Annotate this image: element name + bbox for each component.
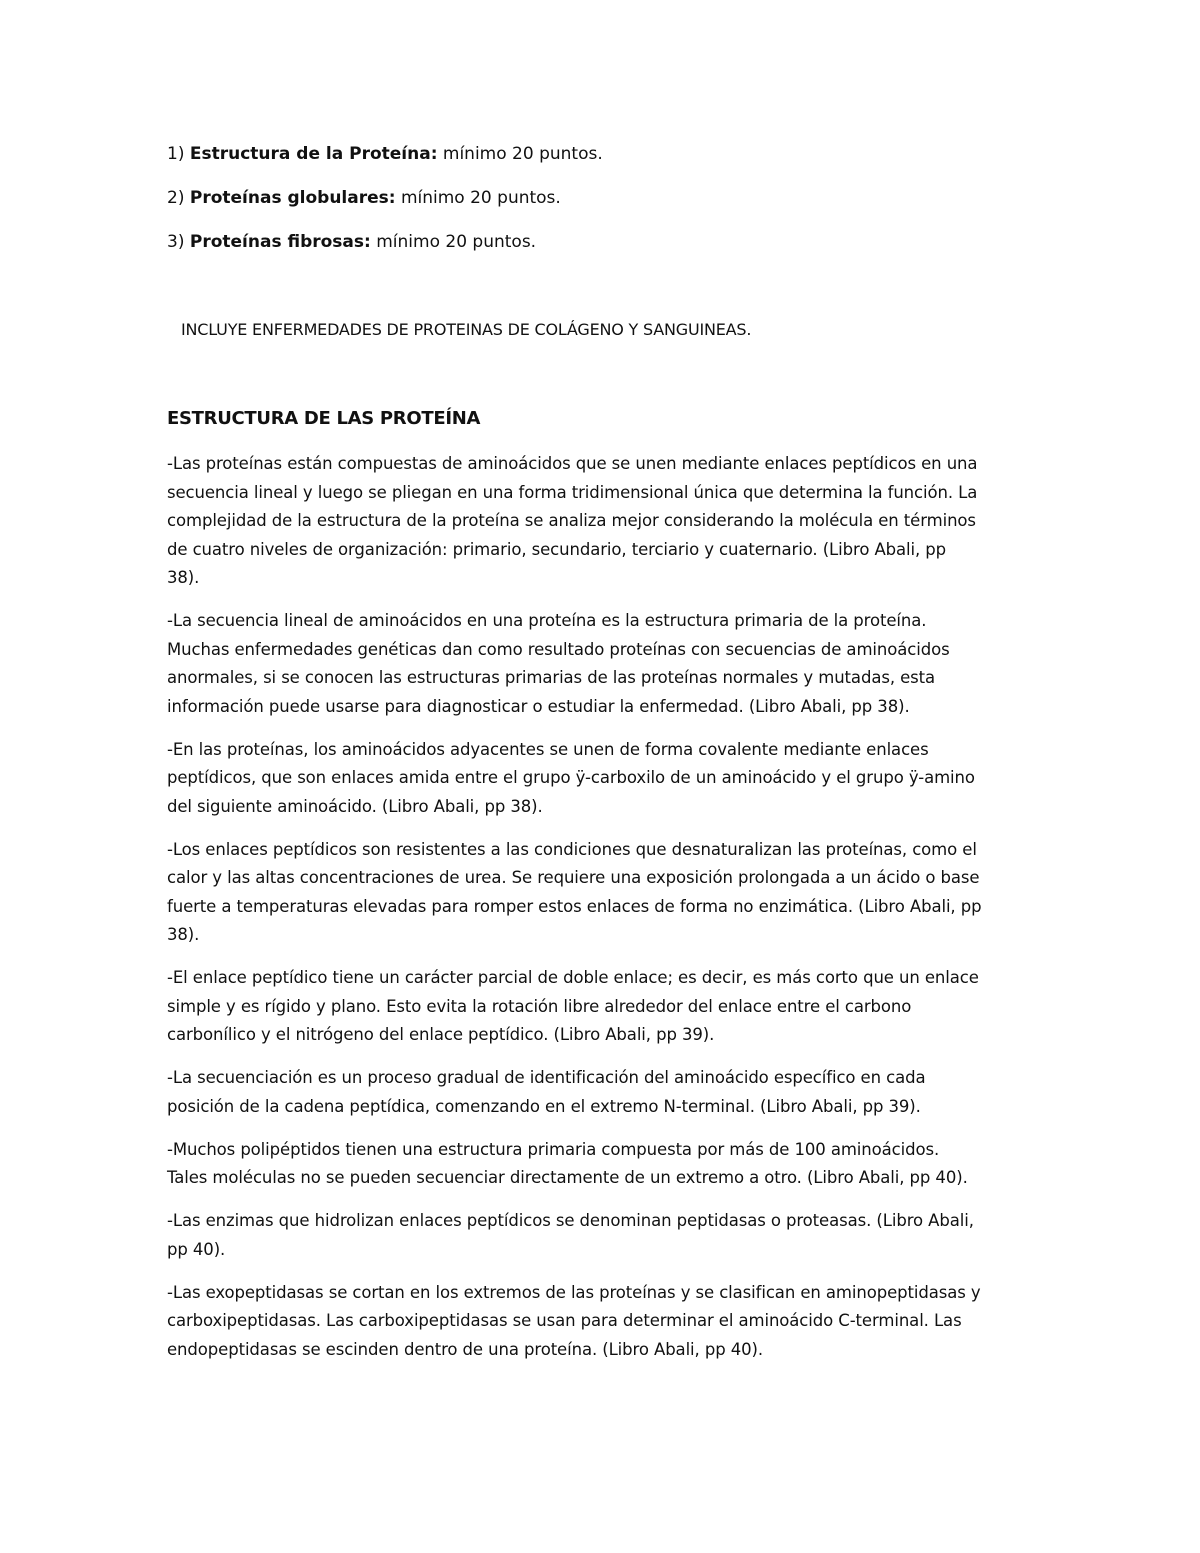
list-number: 2) [167, 188, 190, 208]
text-line: 38). [167, 568, 200, 587]
list-item-title: Proteínas fibrosas: [189, 232, 371, 252]
paragraph [167, 1279, 1047, 1365]
list-item-3 [167, 231, 536, 253]
text-line: 38). [167, 925, 200, 944]
body-text [167, 450, 1047, 1379]
text-line: -El enlace peptídico tiene un carácter parcial de doble enlace; es decir, es más corto que un enlace [167, 968, 979, 987]
paragraph [167, 964, 1047, 1050]
text-line: posición de la cadena peptídica, comenzando en el extremo N-terminal. (Libro Abali, pp 39). [167, 1096, 921, 1116]
text-line: carboxipeptidasas. Las carboxipeptidasas se usan para determinar el aminoácido C-terminal. Las [167, 1311, 962, 1330]
paragraph [167, 607, 1047, 721]
text-line: -Las exopeptidasas se cortan en los extremos de las proteínas y se clasifican en aminopeptidasas y [167, 1282, 981, 1302]
paragraph [167, 836, 1047, 950]
paragraph [167, 1207, 1047, 1264]
text-line: -Las proteínas están compuestas de aminoácidos que se unen mediante enlaces peptídicos en una [167, 454, 978, 473]
list-item-text: mínimo 20 puntos. [370, 232, 537, 252]
text-line: peptídicos, que son enlaces amida entre el grupo ÿ-carboxilo de un aminoácido y el grupo ÿ-amino [167, 768, 975, 787]
list-number: 1) [167, 144, 190, 164]
text-line: secuencia lineal y luego se pliegan en una forma tridimensional única que determina la función. La [167, 482, 978, 502]
text-line: carbonílico y el nitrógeno del enlace peptídico. (Libro Abali, pp 39). [167, 1025, 715, 1044]
text-line: pp 40). [167, 1239, 226, 1259]
text-line: complejidad de la estructura de la proteína se analiza mejor considerando la molécula en términos [167, 511, 976, 530]
text-line: simple y es rígido y plano. Esto evita la rotación libre alrededor del enlace entre el carbono [167, 996, 912, 1016]
text-line: Muchas enfermedades genéticas dan como resultado proteínas con secuencias de aminoácidos [167, 639, 950, 659]
instruction-note: INCLUYE ENFERMEDADES DE PROTEINAS DE COLÁGENO Y SANGUINEAS. [181, 320, 752, 339]
section-heading: ESTRUCTURA DE LAS PROTEÍNA [167, 408, 481, 429]
text-line: -En las proteínas, los aminoácidos adyacentes se unen de forma covalente mediante enlaces [167, 739, 929, 759]
text-line: endopeptidasas se escinden dentro de una proteína. (Libro Abali, pp 40). [167, 1339, 764, 1359]
list-item-1 [167, 143, 603, 165]
list-number: 3) [167, 232, 190, 252]
text-line: de cuatro niveles de organización: primario, secundario, terciario y cuaternario. (Libro Abali, pp [167, 539, 947, 559]
list-item-text: mínimo 20 puntos. [437, 144, 603, 164]
text-line: -La secuenciación es un proceso gradual de identificación del aminoácido específico en cada [167, 1068, 926, 1087]
text-line: fuerte a temperaturas elevadas para romper estos enlaces de forma no enzimática. (Libro Abali, pp [167, 896, 982, 916]
text-line: calor y las altas concentraciones de urea. Se requiere una exposición prolongada a un ácido o base [167, 868, 980, 887]
text-line: -Muchos polipéptidos tienen una estructura primaria compuesta por más de 100 aminoácidos. [167, 1139, 940, 1159]
paragraph [167, 1136, 1047, 1193]
text-line: Tales moléculas no se pueden secuenciar directamente de un extremo a otro. (Libro Abali, pp 40). [167, 1168, 968, 1187]
text-line: -Las enzimas que hidrolizan enlaces peptídicos se denominan peptidasas o proteasas. (Libro Abali, [167, 1211, 974, 1230]
text-line: -La secuencia lineal de aminoácidos en una proteína es la estructura primaria de la proteína. [167, 611, 927, 630]
list-item-title: Proteínas globulares: [189, 188, 396, 208]
paragraph [167, 450, 1047, 593]
list-item-2 [167, 187, 561, 209]
text-line: -Los enlaces peptídicos son resistentes a las condiciones que desnaturalizan las proteínas, como el [167, 839, 977, 859]
paragraph [167, 1064, 1047, 1121]
text-line: del siguiente aminoácido. (Libro Abali, pp 38). [167, 796, 543, 816]
list-item-title: Estructura de la Proteína: [189, 144, 438, 164]
text-line: anormales, si se conocen las estructuras primarias de las proteínas normales y mutadas, esta [167, 668, 936, 687]
list-item-text: mínimo 20 puntos. [395, 188, 561, 208]
paragraph [167, 736, 1047, 822]
text-line: información puede usarse para diagnosticar o estudiar la enfermedad. (Libro Abali, pp 38). [167, 696, 910, 716]
